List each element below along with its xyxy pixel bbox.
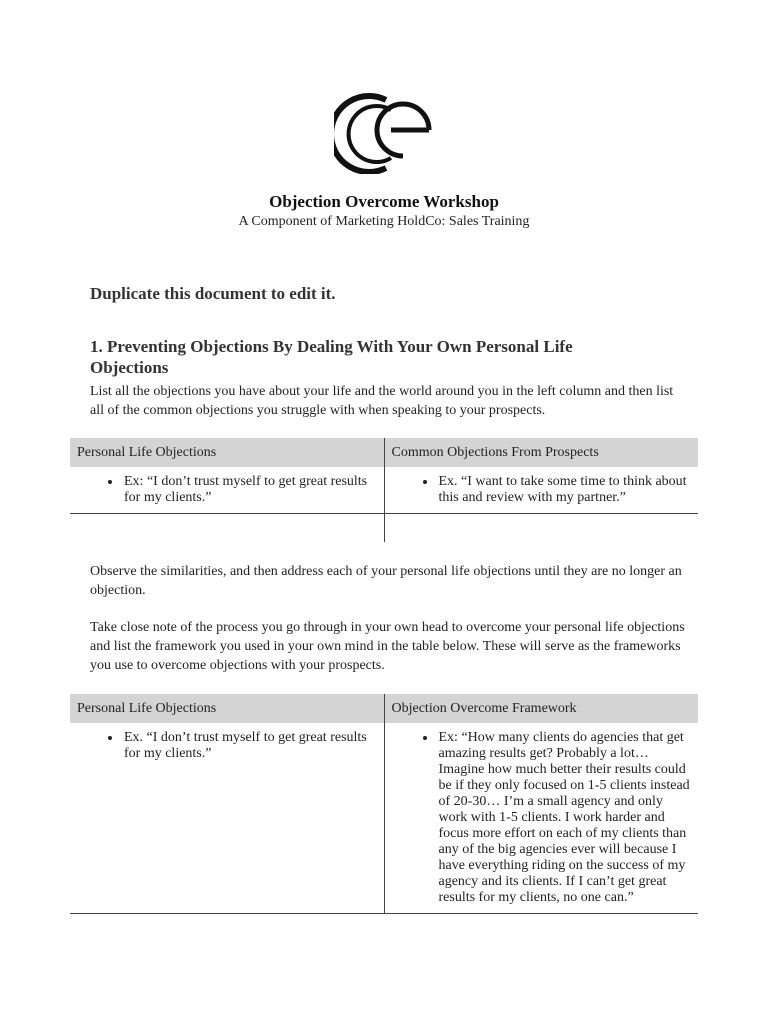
section-heading: 1. Preventing Objections By Dealing With Your Own Personal Life Objections [90, 337, 573, 377]
list-item: • Ex: “How many clients do agencies that get amazing results get? Probably a lot… Imagine how much better their results could be if they only focused on 1-5 clients instead of 20-30… I’m a small agency and only work with 1-5 clients. I work harder and focus more effort on each of my clients than any of the big agencies ever will because I have everything riding on the success of my agency and its clients. If I can’t get great results for my clients, no one can.” [437, 730, 692, 906]
cg-logo-icon [334, 90, 434, 174]
empty-cell [384, 514, 698, 543]
duplicate-notice: Duplicate this document to edit it. [90, 284, 336, 303]
process-paragraph: Take close note of the process you go through in your own head to overcome your personal life objections and list the framework you used in your own mind in the table below. These will serve as the frameworks you use to overcome objections with your prospects. [90, 620, 685, 673]
table-cell [384, 723, 698, 914]
prospect-objections-table [70, 438, 698, 542]
empty-cell [70, 514, 384, 543]
table-cell [70, 723, 384, 914]
table-header: Personal Life Objections [70, 438, 384, 467]
list-item: • Ex. “I don’t trust myself to get great results for my clients.” [122, 730, 377, 762]
list-item: • Ex. “I want to take some time to think about this and review with my partner.” [437, 474, 692, 506]
framework-table [70, 694, 698, 914]
list-item: • Ex: “I don’t trust myself to get great results for my clients.” [122, 474, 377, 506]
table-cell [384, 467, 698, 514]
document-title: Objection Overcome Workshop [269, 192, 499, 211]
section-intro: List all the objections you have about your life and the world around you in the left column and then list all of the common objections you struggle with when speaking to your prospects. [90, 384, 674, 418]
table-header: Common Objections From Prospects [384, 438, 698, 467]
table-cell [70, 467, 384, 514]
table-header: Objection Overcome Framework [384, 694, 698, 723]
table-header: Personal Life Objections [70, 694, 384, 723]
observe-paragraph: Observe the similarities, and then address each of your personal life objections until they are no longer an objection. [90, 564, 682, 598]
document-subtitle: A Component of Marketing HoldCo: Sales Training [238, 214, 530, 229]
